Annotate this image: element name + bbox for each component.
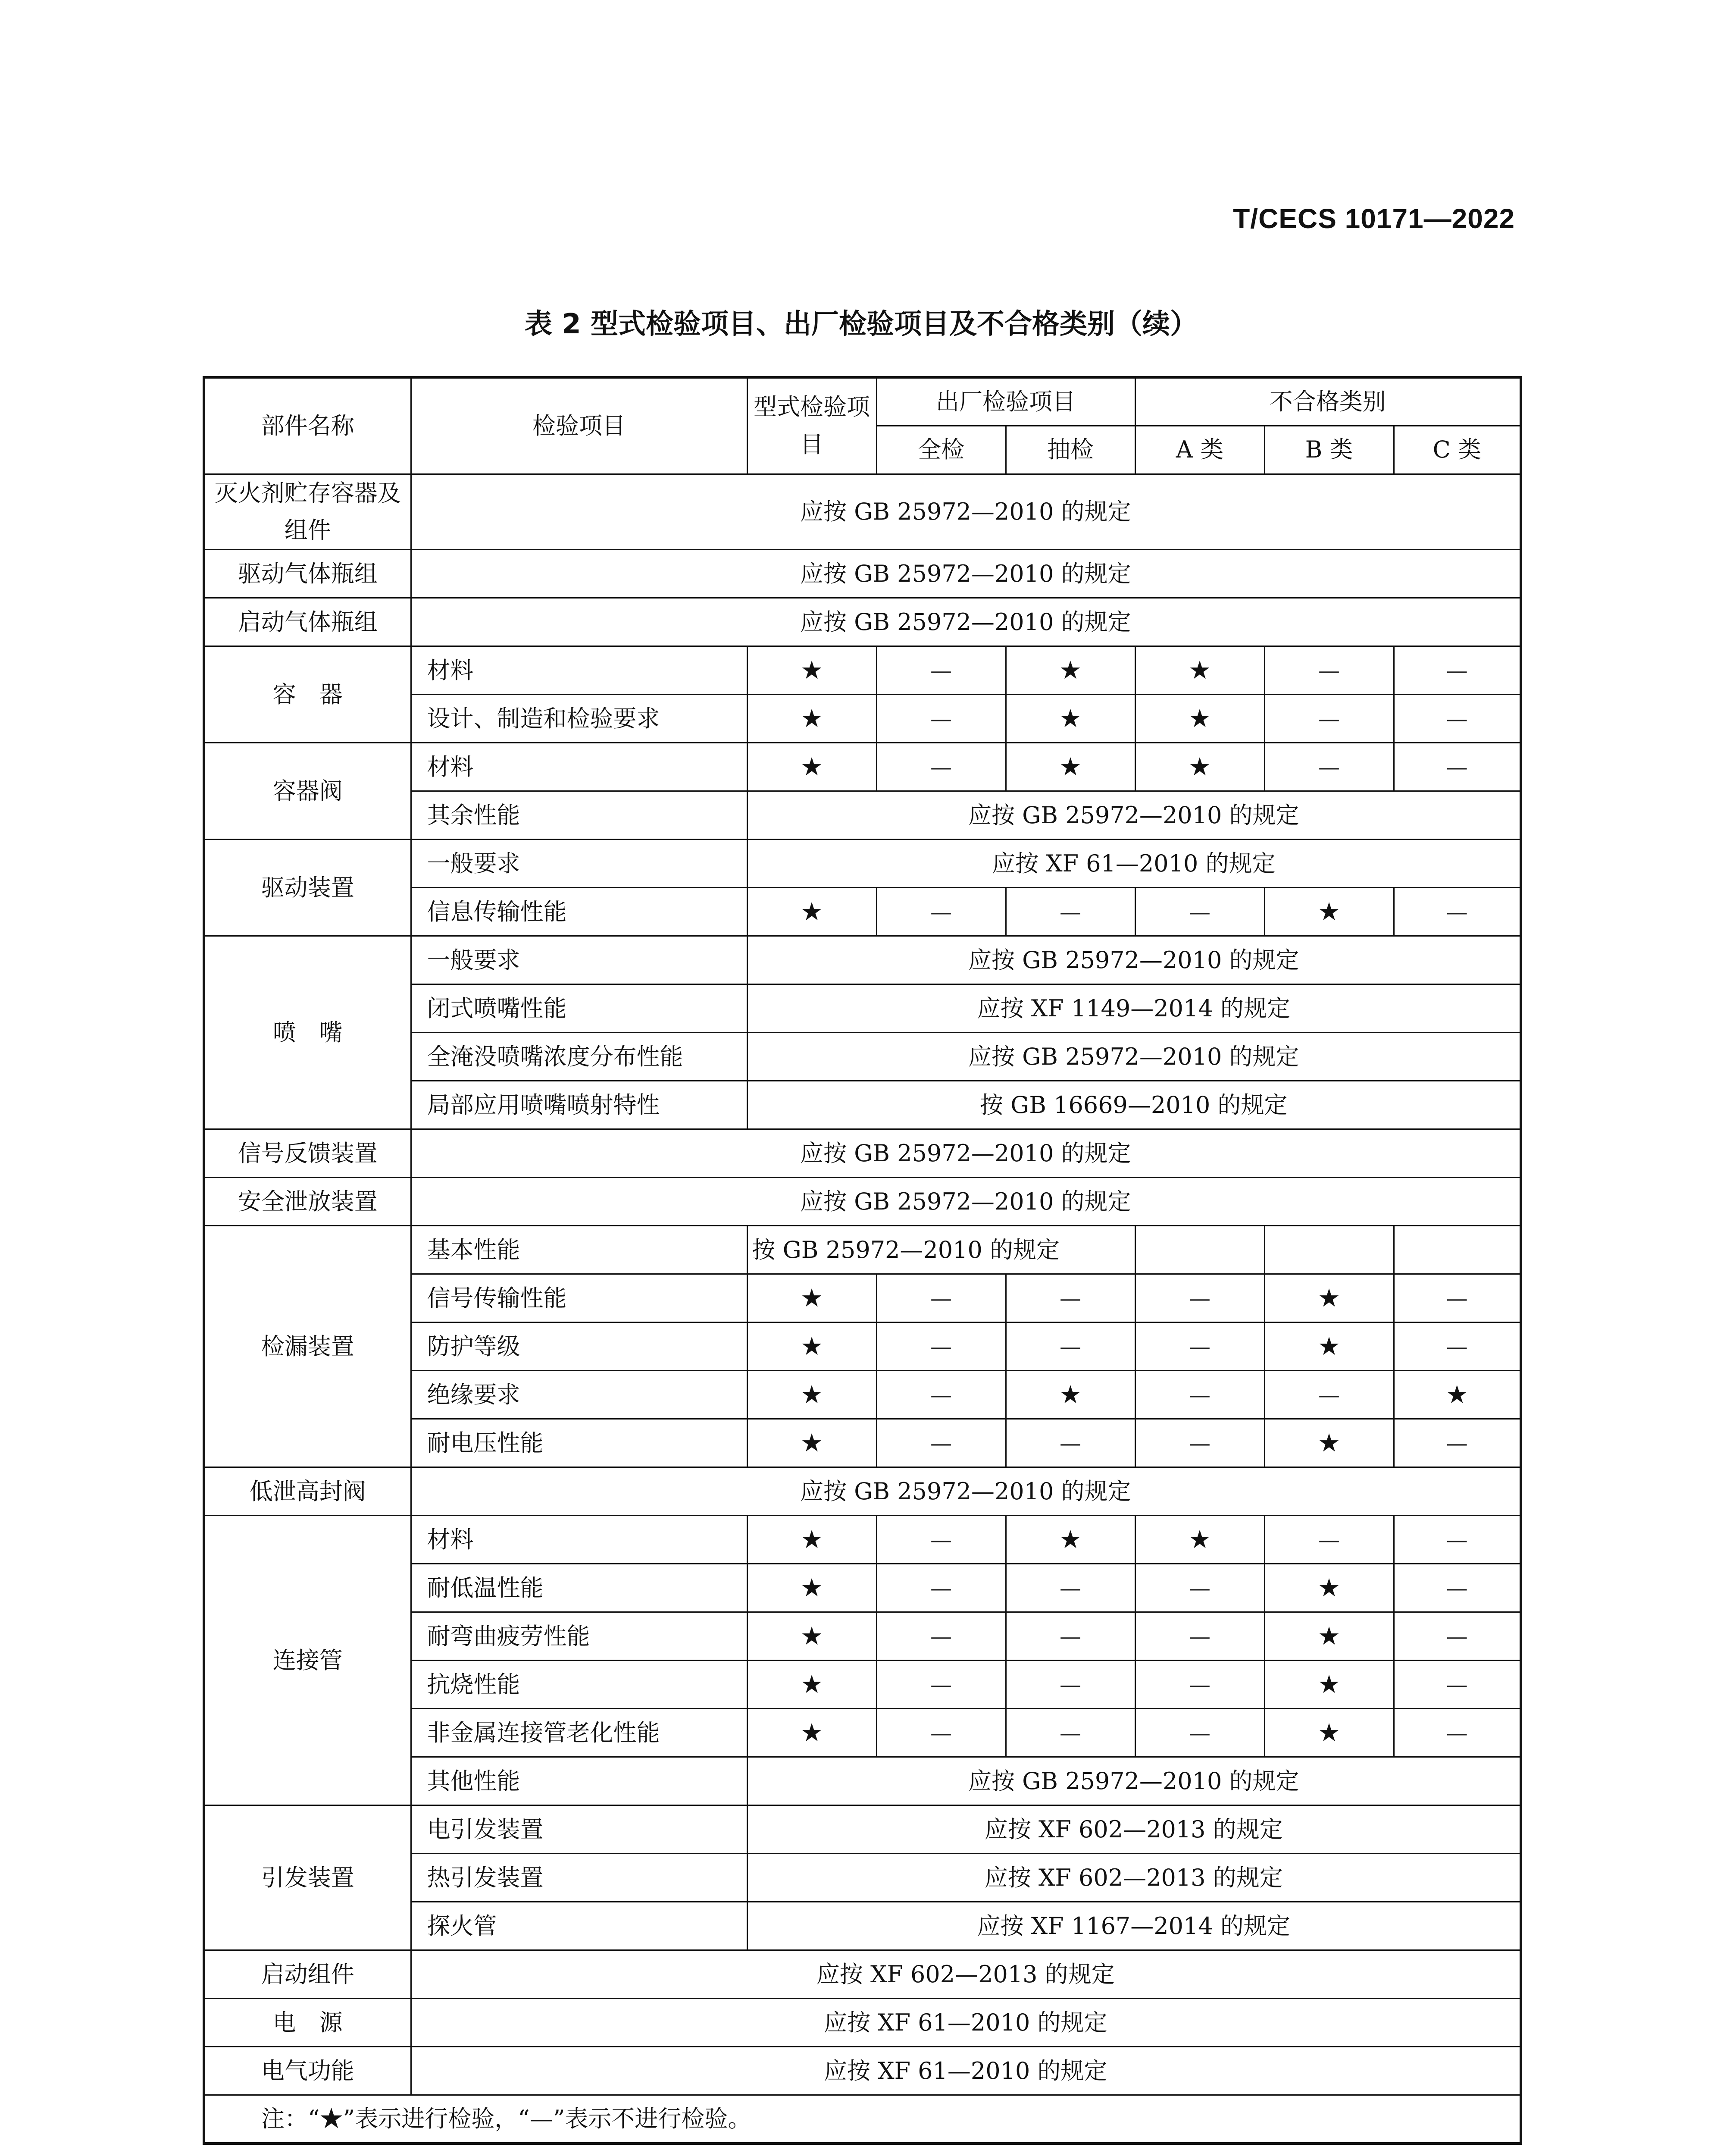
star-mark: ★ bbox=[1264, 888, 1394, 936]
part-name-cell: 信号反馈装置 bbox=[204, 1129, 411, 1178]
dash-mark: — bbox=[1394, 1709, 1521, 1757]
star-mark: ★ bbox=[1394, 1371, 1521, 1419]
dash-mark: — bbox=[1006, 1709, 1135, 1757]
dash-mark: — bbox=[1394, 1322, 1521, 1371]
rule-cell: 应按 GB 25972—2010 的规定 bbox=[411, 1467, 1521, 1516]
inspection-item-cell: 耐低温性能 bbox=[411, 1564, 747, 1612]
inspection-item-cell: 材料 bbox=[411, 1516, 747, 1564]
star-mark: ★ bbox=[1264, 1661, 1394, 1709]
header-part-name: 部件名称 bbox=[204, 377, 411, 474]
rule-cell: 应按 XF 602—2013 的规定 bbox=[747, 1805, 1521, 1854]
table-row bbox=[204, 1226, 1521, 1274]
dash-mark: — bbox=[1135, 1274, 1264, 1322]
dash-mark: — bbox=[1264, 743, 1394, 791]
inspection-item-cell: 基本性能 bbox=[411, 1226, 747, 1274]
dash-mark: — bbox=[876, 1612, 1006, 1661]
star-mark: ★ bbox=[1135, 743, 1264, 791]
table-row bbox=[204, 1178, 1521, 1226]
dash-mark: — bbox=[1264, 695, 1394, 743]
star-mark: ★ bbox=[747, 1564, 876, 1612]
dash-mark: — bbox=[1264, 646, 1394, 695]
table-title: 表 2 型式检验项目、出厂检验项目及不合格类别（续） bbox=[524, 308, 1198, 340]
header-type-test: 型式检验项目 bbox=[747, 377, 876, 474]
dash-mark: — bbox=[876, 1661, 1006, 1709]
part-name-cell: 电 源 bbox=[204, 1999, 411, 2047]
dash-mark: — bbox=[1394, 1564, 1521, 1612]
dash-mark: — bbox=[1006, 888, 1135, 936]
star-mark: ★ bbox=[747, 1322, 876, 1371]
inline-rule-cell bbox=[747, 1226, 1135, 1274]
header-full-inspection: 全检 bbox=[876, 426, 1006, 474]
header-class-b: B 类 bbox=[1264, 426, 1394, 474]
dash-mark: — bbox=[1264, 1371, 1394, 1419]
dash-mark: — bbox=[876, 888, 1006, 936]
table-row bbox=[204, 1129, 1521, 1178]
rule-cell: 应按 GB 25972—2010 的规定 bbox=[411, 550, 1521, 598]
star-mark: ★ bbox=[1264, 1564, 1394, 1612]
dash-mark: — bbox=[876, 1709, 1006, 1757]
rule-cell: 应按 GB 25972—2010 的规定 bbox=[747, 1033, 1521, 1081]
table-note: 注：“★”表示进行检验，“—”表示不进行检验。 bbox=[204, 2095, 1521, 2143]
star-mark: ★ bbox=[1006, 646, 1135, 695]
part-name-cell: 安全泄放装置 bbox=[204, 1178, 411, 1226]
dash-mark: — bbox=[1394, 1516, 1521, 1564]
part-name-cell: 引发装置 bbox=[204, 1805, 411, 1950]
table-row bbox=[204, 1467, 1521, 1516]
inspection-item-cell: 一般要求 bbox=[411, 936, 747, 984]
inspection-item-cell: 材料 bbox=[411, 743, 747, 791]
inspection-item-cell: 材料 bbox=[411, 646, 747, 695]
star-mark: ★ bbox=[747, 1612, 876, 1661]
inspection-item-cell: 闭式喷嘴性能 bbox=[411, 984, 747, 1033]
dash-mark: — bbox=[1135, 1371, 1264, 1419]
part-name-cell: 启动组件 bbox=[204, 1950, 411, 1999]
star-mark: ★ bbox=[1006, 1371, 1135, 1419]
dash-mark: — bbox=[1394, 695, 1521, 743]
part-name-cell: 容 器 bbox=[204, 646, 411, 743]
dash-mark: — bbox=[876, 1371, 1006, 1419]
dash-mark: — bbox=[1264, 1516, 1394, 1564]
inspection-item-cell: 设计、制造和检验要求 bbox=[411, 695, 747, 743]
dash-mark: — bbox=[1135, 1612, 1264, 1661]
rule-cell: 应按 XF 602—2013 的规定 bbox=[411, 1950, 1521, 1999]
rule-cell: 应按 XF 602—2013 的规定 bbox=[747, 1854, 1521, 1902]
inspection-item-cell: 信息传输性能 bbox=[411, 888, 747, 936]
table-row bbox=[204, 1950, 1521, 1999]
part-name-cell: 电气功能 bbox=[204, 2047, 411, 2095]
star-mark: ★ bbox=[1135, 646, 1264, 695]
dash-mark: — bbox=[1394, 888, 1521, 936]
inspection-item-cell: 一般要求 bbox=[411, 840, 747, 888]
table-row bbox=[204, 550, 1521, 598]
dash-mark: — bbox=[1394, 1419, 1521, 1467]
star-mark: ★ bbox=[747, 1516, 876, 1564]
part-name-cell: 喷 嘴 bbox=[204, 936, 411, 1129]
star-mark: ★ bbox=[1135, 1516, 1264, 1564]
star-mark: ★ bbox=[1264, 1709, 1394, 1757]
star-mark: ★ bbox=[1264, 1322, 1394, 1371]
inline-rule-text: 按 GB 25972—2010 的规定 bbox=[752, 1236, 1060, 1263]
header-factory-test: 出厂检验项目 bbox=[876, 377, 1135, 426]
dash-mark: — bbox=[1394, 1612, 1521, 1661]
star-mark: ★ bbox=[1006, 695, 1135, 743]
star-mark: ★ bbox=[747, 1661, 876, 1709]
inspection-item-cell: 非金属连接管老化性能 bbox=[411, 1709, 747, 1757]
dash-mark: — bbox=[1135, 1709, 1264, 1757]
dash-mark: — bbox=[1006, 1612, 1135, 1661]
rule-cell: 应按 GB 25972—2010 的规定 bbox=[411, 1129, 1521, 1178]
inspection-table bbox=[203, 376, 1522, 2145]
dash-mark: — bbox=[876, 1419, 1006, 1467]
rule-cell: 应按 GB 25972—2010 的规定 bbox=[411, 598, 1521, 646]
header-class-a: A 类 bbox=[1135, 426, 1264, 474]
inspection-item-cell: 全淹没喷嘴浓度分布性能 bbox=[411, 1033, 747, 1081]
header-inspection-item: 检验项目 bbox=[411, 377, 747, 474]
table-row bbox=[204, 1805, 1521, 1854]
part-name-cell: 灭火剂贮存容器及组件 bbox=[204, 474, 411, 550]
inspection-item-cell: 信号传输性能 bbox=[411, 1274, 747, 1322]
inspection-item-cell: 局部应用喷嘴喷射特性 bbox=[411, 1081, 747, 1129]
inspection-item-cell: 热引发装置 bbox=[411, 1854, 747, 1902]
inspection-item-cell: 探火管 bbox=[411, 1902, 747, 1950]
table-row bbox=[204, 2047, 1521, 2095]
rule-cell: 应按 XF 1167—2014 的规定 bbox=[747, 1902, 1521, 1950]
part-name-cell: 检漏装置 bbox=[204, 1226, 411, 1467]
dash-mark: — bbox=[1135, 1661, 1264, 1709]
rule-cell: 应按 GB 25972—2010 的规定 bbox=[747, 1757, 1521, 1805]
empty-cell bbox=[1264, 1226, 1394, 1274]
dash-mark: — bbox=[876, 1516, 1006, 1564]
rule-cell: 应按 GB 25972—2010 的规定 bbox=[747, 791, 1521, 840]
star-mark: ★ bbox=[1006, 743, 1135, 791]
star-mark: ★ bbox=[747, 646, 876, 695]
dash-mark: — bbox=[1006, 1274, 1135, 1322]
part-name-cell: 低泄高封阀 bbox=[204, 1467, 411, 1516]
empty-cell bbox=[1135, 1226, 1264, 1274]
inspection-item-cell: 电引发装置 bbox=[411, 1805, 747, 1854]
dash-mark: — bbox=[1135, 888, 1264, 936]
rule-cell: 应按 XF 61—2010 的规定 bbox=[747, 840, 1521, 888]
inspection-item-cell: 抗烧性能 bbox=[411, 1661, 747, 1709]
star-mark: ★ bbox=[1264, 1419, 1394, 1467]
dash-mark: — bbox=[876, 1322, 1006, 1371]
star-mark: ★ bbox=[747, 1274, 876, 1322]
rule-cell: 应按 XF 61—2010 的规定 bbox=[411, 2047, 1521, 2095]
table-row bbox=[204, 646, 1521, 695]
document-code: T/CECS 10171—2022 bbox=[1233, 203, 1515, 234]
star-mark: ★ bbox=[747, 888, 876, 936]
dash-mark: — bbox=[876, 1564, 1006, 1612]
part-name-cell: 驱动气体瓶组 bbox=[204, 550, 411, 598]
rule-cell: 应按 XF 61—2010 的规定 bbox=[411, 1999, 1521, 2047]
dash-mark: — bbox=[1006, 1564, 1135, 1612]
dash-mark: — bbox=[1394, 743, 1521, 791]
dash-mark: — bbox=[876, 1274, 1006, 1322]
star-mark: ★ bbox=[747, 1371, 876, 1419]
dash-mark: — bbox=[876, 695, 1006, 743]
header-nonconformity-class: 不合格类别 bbox=[1135, 377, 1521, 426]
dash-mark: — bbox=[876, 646, 1006, 695]
table-row bbox=[204, 840, 1521, 888]
part-name-cell: 驱动装置 bbox=[204, 840, 411, 936]
inspection-item-cell: 耐电压性能 bbox=[411, 1419, 747, 1467]
dash-mark: — bbox=[1006, 1322, 1135, 1371]
table-header bbox=[204, 377, 1521, 474]
star-mark: ★ bbox=[747, 1419, 876, 1467]
star-mark: ★ bbox=[747, 1709, 876, 1757]
dash-mark: — bbox=[1394, 646, 1521, 695]
part-name-cell: 容器阀 bbox=[204, 743, 411, 840]
star-mark: ★ bbox=[1264, 1612, 1394, 1661]
inspection-item-cell: 其余性能 bbox=[411, 791, 747, 840]
inspection-item-cell: 耐弯曲疲劳性能 bbox=[411, 1612, 747, 1661]
inspection-item-cell: 防护等级 bbox=[411, 1322, 747, 1371]
table-row bbox=[204, 1999, 1521, 2047]
dash-mark: — bbox=[1006, 1661, 1135, 1709]
table-row bbox=[204, 598, 1521, 646]
rule-cell: 应按 GB 25972—2010 的规定 bbox=[747, 936, 1521, 984]
part-name-cell: 连接管 bbox=[204, 1516, 411, 1805]
header-sample-inspection: 抽检 bbox=[1006, 426, 1135, 474]
empty-cell bbox=[1394, 1226, 1521, 1274]
dash-mark: — bbox=[1394, 1661, 1521, 1709]
table-row bbox=[204, 1516, 1521, 1564]
star-mark: ★ bbox=[1135, 695, 1264, 743]
table-body bbox=[204, 474, 1521, 2095]
rule-cell: 应按 XF 1149—2014 的规定 bbox=[747, 984, 1521, 1033]
dash-mark: — bbox=[1135, 1322, 1264, 1371]
table-row bbox=[204, 474, 1521, 550]
header-class-c: C 类 bbox=[1394, 426, 1521, 474]
star-mark: ★ bbox=[747, 695, 876, 743]
inspection-item-cell: 其他性能 bbox=[411, 1757, 747, 1805]
inspection-item-cell: 绝缘要求 bbox=[411, 1371, 747, 1419]
dash-mark: — bbox=[1006, 1419, 1135, 1467]
table-row bbox=[204, 936, 1521, 984]
rule-cell: 应按 GB 25972—2010 的规定 bbox=[411, 474, 1521, 550]
dash-mark: — bbox=[1135, 1564, 1264, 1612]
dash-mark: — bbox=[1135, 1419, 1264, 1467]
part-name-cell: 启动气体瓶组 bbox=[204, 598, 411, 646]
star-mark: ★ bbox=[1264, 1274, 1394, 1322]
dash-mark: — bbox=[1394, 1274, 1521, 1322]
rule-cell: 按 GB 16669—2010 的规定 bbox=[747, 1081, 1521, 1129]
star-mark: ★ bbox=[1006, 1516, 1135, 1564]
dash-mark: — bbox=[876, 743, 1006, 791]
rule-cell: 应按 GB 25972—2010 的规定 bbox=[411, 1178, 1521, 1226]
star-mark: ★ bbox=[747, 743, 876, 791]
table-row bbox=[204, 743, 1521, 791]
